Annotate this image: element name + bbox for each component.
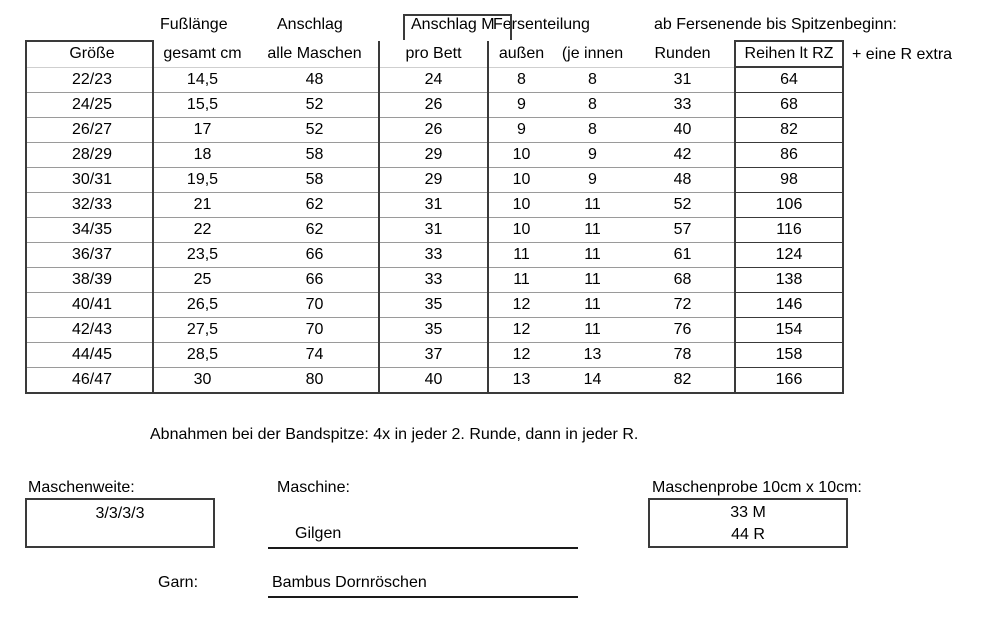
cell-rnd: 42 [631, 143, 735, 168]
cell-in: 8 [554, 118, 631, 143]
table-header-row [26, 41, 843, 67]
cell-in: 9 [554, 168, 631, 193]
cell-all: 66 [251, 243, 379, 268]
column-header-per-bed: pro Bett [379, 41, 488, 67]
table-row [26, 67, 843, 93]
table-row [26, 343, 843, 368]
sock-size-table [25, 40, 844, 394]
group-header-fusslaenge: Fußlänge [160, 16, 228, 33]
table-row [26, 318, 843, 343]
cell-all: 66 [251, 268, 379, 293]
cell-out: 10 [488, 193, 554, 218]
cell-in: 11 [554, 268, 631, 293]
cell-size: 46/47 [26, 368, 153, 394]
maschenweite-label: Maschenweite: [28, 479, 135, 496]
cell-len: 17 [153, 118, 251, 143]
column-header-rounds: Runden [631, 41, 735, 67]
cell-rows: 166 [735, 368, 843, 394]
cell-rows: 68 [735, 93, 843, 118]
table-body [26, 67, 843, 393]
cell-rows: 138 [735, 268, 843, 293]
cell-bed: 33 [379, 243, 488, 268]
group-header-anschlag-m: Anschlag M [411, 16, 495, 33]
cell-len: 28,5 [153, 343, 251, 368]
column-header-all-stitches: alle Maschen [251, 41, 379, 67]
cell-out: 9 [488, 93, 554, 118]
table-row [26, 118, 843, 143]
cell-rnd: 68 [631, 268, 735, 293]
column-header-outer: außen [488, 41, 554, 67]
cell-len: 26,5 [153, 293, 251, 318]
cell-bed: 40 [379, 368, 488, 394]
cell-all: 52 [251, 93, 379, 118]
cell-in: 9 [554, 143, 631, 168]
cell-rnd: 33 [631, 93, 735, 118]
maschenprobe-rows: 44 R [731, 526, 765, 543]
cell-in: 8 [554, 93, 631, 118]
cell-rnd: 76 [631, 318, 735, 343]
cell-size: 40/41 [26, 293, 153, 318]
cell-rnd: 78 [631, 343, 735, 368]
cell-len: 25 [153, 268, 251, 293]
column-header-rows-lt-rz: Reihen lt RZ [735, 41, 843, 67]
maschenprobe-label: Maschenprobe 10cm x 10cm: [652, 479, 862, 496]
cell-out: 9 [488, 118, 554, 143]
cell-all: 62 [251, 193, 379, 218]
cell-rows: 124 [735, 243, 843, 268]
cell-out: 10 [488, 168, 554, 193]
cell-all: 80 [251, 368, 379, 394]
cell-all: 70 [251, 293, 379, 318]
bandspitze-note: Abnahmen bei der Bandspitze: 4x in jeder 2. Runde, dann in jeder R. [150, 426, 639, 443]
cell-len: 22 [153, 218, 251, 243]
cell-len: 23,5 [153, 243, 251, 268]
cell-rnd: 82 [631, 368, 735, 394]
column-header-length: gesamt cm [153, 41, 251, 67]
maschenweite-value-box[interactable]: 3/3/3/3 [25, 498, 215, 548]
cell-bed: 35 [379, 318, 488, 343]
cell-bed: 31 [379, 218, 488, 243]
cell-rows: 158 [735, 343, 843, 368]
cell-size: 22/23 [26, 67, 153, 93]
cell-rows: 146 [735, 293, 843, 318]
cell-len: 21 [153, 193, 251, 218]
cell-size: 28/29 [26, 143, 153, 168]
cell-size: 24/25 [26, 93, 153, 118]
cell-len: 15,5 [153, 93, 251, 118]
group-header-anschlag: Anschlag [277, 16, 343, 33]
cell-in: 11 [554, 293, 631, 318]
column-header-inner: (je innen [554, 41, 631, 67]
cell-size: 42/43 [26, 318, 153, 343]
maschenprobe-value-box[interactable] [648, 498, 848, 548]
garn-label: Garn: [158, 574, 199, 591]
cell-out: 10 [488, 143, 554, 168]
maschenprobe-stitches: 33 M [730, 504, 766, 521]
maschine-rule [268, 547, 578, 549]
garn-rule [268, 596, 578, 598]
group-header-fersenteilung: Fersenteilung [493, 16, 590, 33]
cell-rows: 82 [735, 118, 843, 143]
cell-out: 11 [488, 268, 554, 293]
cell-bed: 29 [379, 168, 488, 193]
cell-out: 12 [488, 293, 554, 318]
cell-bed: 26 [379, 118, 488, 143]
cell-bed: 31 [379, 193, 488, 218]
cell-rnd: 61 [631, 243, 735, 268]
table-row [26, 243, 843, 268]
cell-out: 10 [488, 218, 554, 243]
cell-in: 11 [554, 318, 631, 343]
table-row [26, 93, 843, 118]
cell-len: 14,5 [153, 67, 251, 93]
cell-size: 34/35 [26, 218, 153, 243]
maschine-value[interactable]: Gilgen [295, 525, 342, 542]
cell-rnd: 72 [631, 293, 735, 318]
cell-size: 36/37 [26, 243, 153, 268]
table-row [26, 168, 843, 193]
cell-len: 30 [153, 368, 251, 394]
cell-rnd: 48 [631, 168, 735, 193]
anschlag-m-header-box [403, 14, 512, 40]
cell-rows: 98 [735, 168, 843, 193]
cell-rows: 154 [735, 318, 843, 343]
cell-size: 38/39 [26, 268, 153, 293]
cell-bed: 33 [379, 268, 488, 293]
cell-bed: 26 [379, 93, 488, 118]
cell-len: 27,5 [153, 318, 251, 343]
cell-all: 58 [251, 168, 379, 193]
table-row [26, 193, 843, 218]
cell-in: 11 [554, 243, 631, 268]
cell-rows: 106 [735, 193, 843, 218]
cell-in: 8 [554, 67, 631, 93]
column-header-size: Größe [26, 41, 153, 67]
table-row [26, 293, 843, 318]
cell-size: 30/31 [26, 168, 153, 193]
cell-all: 58 [251, 143, 379, 168]
cell-in: 11 [554, 218, 631, 243]
cell-in: 13 [554, 343, 631, 368]
cell-bed: 37 [379, 343, 488, 368]
cell-out: 13 [488, 368, 554, 394]
table-row [26, 143, 843, 168]
cell-out: 11 [488, 243, 554, 268]
cell-rows: 64 [735, 67, 843, 93]
cell-all: 70 [251, 318, 379, 343]
cell-all: 48 [251, 67, 379, 93]
cell-rnd: 40 [631, 118, 735, 143]
cell-rows: 116 [735, 218, 843, 243]
table-row [26, 268, 843, 293]
cell-size: 32/33 [26, 193, 153, 218]
cell-all: 52 [251, 118, 379, 143]
cell-size: 44/45 [26, 343, 153, 368]
cell-rnd: 57 [631, 218, 735, 243]
cell-len: 19,5 [153, 168, 251, 193]
cell-all: 74 [251, 343, 379, 368]
cell-rows: 86 [735, 143, 843, 168]
table-row [26, 218, 843, 243]
cell-rnd: 31 [631, 67, 735, 93]
cell-out: 12 [488, 318, 554, 343]
cell-bed: 24 [379, 67, 488, 93]
cell-bed: 35 [379, 293, 488, 318]
cell-size: 26/27 [26, 118, 153, 143]
table-row [26, 368, 843, 394]
trailing-note-eine-r-extra: + eine R extra [852, 46, 953, 63]
garn-value[interactable]: Bambus Dornröschen [272, 574, 427, 591]
cell-all: 62 [251, 218, 379, 243]
cell-out: 8 [488, 67, 554, 93]
cell-rnd: 52 [631, 193, 735, 218]
cell-bed: 29 [379, 143, 488, 168]
cell-in: 11 [554, 193, 631, 218]
cell-len: 18 [153, 143, 251, 168]
cell-out: 12 [488, 343, 554, 368]
cell-in: 14 [554, 368, 631, 394]
group-header-spitzenbeginn: ab Fersenende bis Spitzenbeginn: [654, 16, 897, 33]
maschine-label: Maschine: [277, 479, 350, 496]
